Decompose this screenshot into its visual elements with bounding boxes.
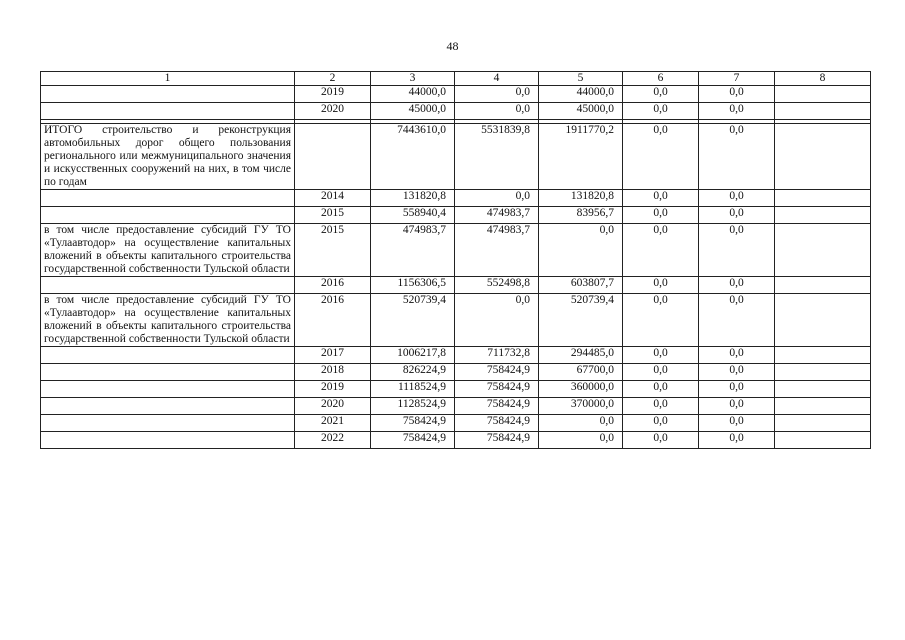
value-cell: 0,0 <box>699 124 775 190</box>
year-cell: 2019 <box>295 381 371 398</box>
value-cell <box>775 294 871 347</box>
value-cell: 45000,0 <box>539 103 623 120</box>
value-cell <box>775 381 871 398</box>
value-cell: 0,0 <box>623 103 699 120</box>
value-cell: 5531839,8 <box>455 124 539 190</box>
value-cell: 0,0 <box>699 103 775 120</box>
value-cell: 131820,8 <box>539 190 623 207</box>
value-cell: 0,0 <box>623 124 699 190</box>
description-cell <box>41 277 295 294</box>
value-cell <box>775 190 871 207</box>
description-cell <box>41 103 295 120</box>
description-cell: в том числе предоставление субсидий ГУ ТО «Тулаавтодор» на осуществление капитальных вложений в объекты капитального строительства государственной собственности Тульской области <box>41 224 295 277</box>
value-cell: 474983,7 <box>455 207 539 224</box>
header-cell: 4 <box>455 72 539 86</box>
value-cell: 0,0 <box>699 364 775 381</box>
value-cell: 0,0 <box>699 432 775 449</box>
table-row <box>41 347 871 364</box>
header-cell: 5 <box>539 72 623 86</box>
value-cell <box>775 224 871 277</box>
table-row <box>41 103 871 120</box>
value-cell: 758424,9 <box>371 432 455 449</box>
value-cell: 758424,9 <box>455 381 539 398</box>
table-row <box>41 415 871 432</box>
value-cell <box>775 277 871 294</box>
description-cell <box>41 207 295 224</box>
year-cell: 2016 <box>295 277 371 294</box>
header-cell: 7 <box>699 72 775 86</box>
header-cell: 6 <box>623 72 699 86</box>
value-cell <box>775 364 871 381</box>
value-cell: 0,0 <box>455 190 539 207</box>
value-cell: 758424,9 <box>455 364 539 381</box>
value-cell <box>775 415 871 432</box>
value-cell: 0,0 <box>455 294 539 347</box>
value-cell: 1156306,5 <box>371 277 455 294</box>
value-cell <box>775 103 871 120</box>
value-cell <box>775 347 871 364</box>
value-cell: 0,0 <box>699 86 775 103</box>
table-row <box>41 398 871 415</box>
value-cell: 131820,8 <box>371 190 455 207</box>
value-cell: 552498,8 <box>455 277 539 294</box>
table-row <box>41 86 871 103</box>
year-cell: 2022 <box>295 432 371 449</box>
value-cell: 7443610,0 <box>371 124 455 190</box>
value-cell <box>775 432 871 449</box>
value-cell: 0,0 <box>539 432 623 449</box>
value-cell: 1911770,2 <box>539 124 623 190</box>
year-cell: 2020 <box>295 103 371 120</box>
value-cell: 0,0 <box>699 224 775 277</box>
description-cell <box>41 415 295 432</box>
year-cell: 2014 <box>295 190 371 207</box>
description-cell <box>41 190 295 207</box>
table-row <box>41 432 871 449</box>
value-cell: 0,0 <box>699 381 775 398</box>
year-cell: 2018 <box>295 364 371 381</box>
value-cell: 0,0 <box>623 294 699 347</box>
table-row <box>41 224 871 277</box>
value-cell: 520739,4 <box>371 294 455 347</box>
table-row <box>41 364 871 381</box>
table-row <box>41 207 871 224</box>
value-cell: 711732,8 <box>455 347 539 364</box>
value-cell: 0,0 <box>623 415 699 432</box>
value-cell: 0,0 <box>699 294 775 347</box>
value-cell: 1118524,9 <box>371 381 455 398</box>
year-cell: 2020 <box>295 398 371 415</box>
budget-table <box>40 71 871 449</box>
table-row <box>41 190 871 207</box>
value-cell: 0,0 <box>623 364 699 381</box>
value-cell <box>775 86 871 103</box>
value-cell: 0,0 <box>623 190 699 207</box>
table-row <box>41 277 871 294</box>
year-cell: 2021 <box>295 415 371 432</box>
year-cell: 2019 <box>295 86 371 103</box>
header-cell: 8 <box>775 72 871 86</box>
value-cell: 758424,9 <box>371 415 455 432</box>
description-cell <box>41 432 295 449</box>
value-cell: 0,0 <box>623 432 699 449</box>
year-cell: 2016 <box>295 294 371 347</box>
value-cell: 0,0 <box>539 415 623 432</box>
value-cell: 520739,4 <box>539 294 623 347</box>
value-cell: 83956,7 <box>539 207 623 224</box>
header-cell: 3 <box>371 72 455 86</box>
value-cell: 758424,9 <box>455 415 539 432</box>
value-cell: 474983,7 <box>455 224 539 277</box>
value-cell: 0,0 <box>623 277 699 294</box>
value-cell <box>775 398 871 415</box>
value-cell: 826224,9 <box>371 364 455 381</box>
value-cell: 0,0 <box>623 347 699 364</box>
description-cell: ИТОГО строительство и реконструкция автомобильных дорог общего пользования регионального или межмуниципального значения и искусственных сооружений на них, в том числе по годам <box>41 124 295 190</box>
year-cell <box>295 124 371 190</box>
value-cell: 0,0 <box>699 190 775 207</box>
value-cell: 360000,0 <box>539 381 623 398</box>
header-row <box>41 72 871 86</box>
value-cell: 474983,7 <box>371 224 455 277</box>
header-cell: 2 <box>295 72 371 86</box>
description-cell <box>41 398 295 415</box>
description-cell <box>41 86 295 103</box>
table-row <box>41 124 871 190</box>
table-body <box>41 86 871 449</box>
value-cell: 0,0 <box>699 415 775 432</box>
value-cell: 758424,9 <box>455 398 539 415</box>
value-cell: 0,0 <box>623 86 699 103</box>
value-cell: 0,0 <box>699 207 775 224</box>
description-cell <box>41 381 295 398</box>
table-row <box>41 294 871 347</box>
value-cell: 370000,0 <box>539 398 623 415</box>
description-cell <box>41 347 295 364</box>
table-row <box>41 381 871 398</box>
value-cell: 0,0 <box>623 398 699 415</box>
value-cell: 0,0 <box>699 277 775 294</box>
header-cell: 1 <box>41 72 295 86</box>
value-cell: 758424,9 <box>455 432 539 449</box>
value-cell: 0,0 <box>623 381 699 398</box>
value-cell: 0,0 <box>455 103 539 120</box>
year-cell: 2017 <box>295 347 371 364</box>
value-cell: 558940,4 <box>371 207 455 224</box>
description-cell: в том числе предоставление субсидий ГУ ТО «Тулаавтодор» на осуществление капитальных вложений в объекты капитального строительства государственной собственности Тульской области <box>41 294 295 347</box>
value-cell: 0,0 <box>699 347 775 364</box>
value-cell: 1128524,9 <box>371 398 455 415</box>
value-cell: 0,0 <box>539 224 623 277</box>
page-number: 48 <box>446 39 459 53</box>
value-cell: 0,0 <box>623 224 699 277</box>
value-cell: 0,0 <box>699 398 775 415</box>
value-cell: 1006217,8 <box>371 347 455 364</box>
value-cell: 44000,0 <box>371 86 455 103</box>
year-cell: 2015 <box>295 207 371 224</box>
value-cell <box>775 207 871 224</box>
value-cell: 0,0 <box>455 86 539 103</box>
value-cell: 0,0 <box>623 207 699 224</box>
value-cell: 294485,0 <box>539 347 623 364</box>
value-cell: 44000,0 <box>539 86 623 103</box>
description-cell <box>41 364 295 381</box>
year-cell: 2015 <box>295 224 371 277</box>
value-cell: 67700,0 <box>539 364 623 381</box>
value-cell <box>775 124 871 190</box>
value-cell: 45000,0 <box>371 103 455 120</box>
value-cell: 603807,7 <box>539 277 623 294</box>
